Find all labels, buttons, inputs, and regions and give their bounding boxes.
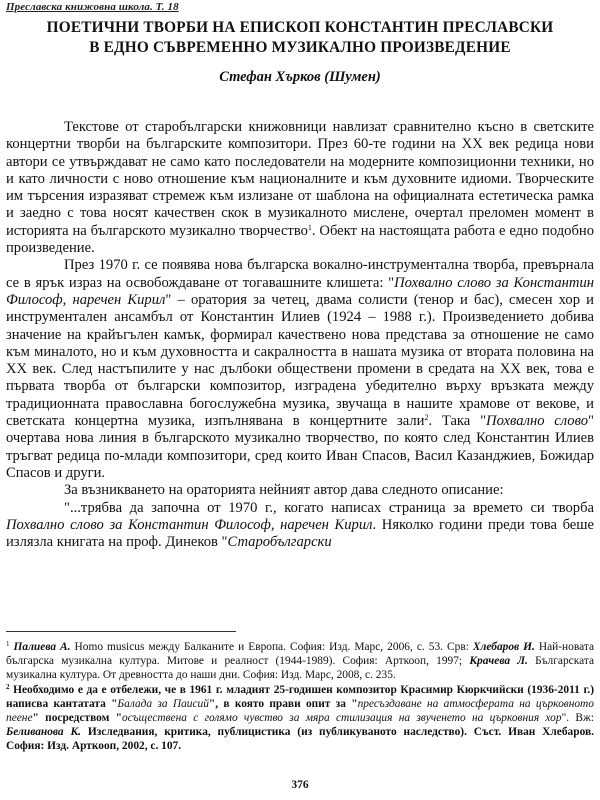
paragraph-2 (6, 257, 594, 482)
footnote-text: " посредством " (32, 712, 123, 725)
cited-author: Палиева А. (13, 641, 71, 653)
footnote-separator (6, 631, 236, 632)
paragraph-text: През 1970 г. се появява нова българска вокално-инструментална творба, превърнала се в ярък израз на освобождаване от тогавашните клишета: " (6, 257, 594, 291)
footnote-text: Homo musicus между Балканите и Европа. София: Изд. Марс, 2006, с. 53. Срв: (70, 641, 473, 653)
paragraph-1 (6, 119, 594, 257)
cited-author: Крачева Л. (469, 655, 528, 668)
paragraph-text: . Обект на настоящата работа е едно подобно произведение. (6, 222, 595, 257)
footnote-ref-2[interactable]: 2 (424, 413, 429, 423)
work-title-italic: Похвално слово за Константин Философ, наречен Кирил (6, 516, 373, 533)
paragraph-3: За възникването на ораторията нейният автор дава следното описание: (64, 482, 504, 499)
quoted-text-italic: пресъздаване на атмосферата на църковното пеене (6, 697, 594, 725)
footnote-text: Българската музикална култура. От древността до наши дни. София: Изд. Марс, 2008, с. 235. (6, 655, 595, 682)
footnotes (6, 640, 594, 754)
work-title-italic: Похвално слово за Константин Философ, наречен Кирил (6, 274, 594, 308)
cited-author: Хлебаров И. (472, 641, 535, 653)
footnote-2 (6, 683, 594, 754)
paragraph-text: . Така " (428, 413, 487, 430)
footnote-text: Необходимо е да е отбележи, че в 1961 г. младият 25-годишен композитор Красимир Кюркчийски (1936-2011 г.) написва кантатата " (6, 683, 594, 710)
quoted-title-italic: Балада за Паисий (117, 697, 209, 710)
paragraph-text: " очертава нова линия в българското музикално творчество, по която след Константин Илиев тръгват редица по-млади композитори, сред които Иван Спасов, Васил Казанджиев, Божидар Спасов и други. (6, 413, 595, 481)
paragraph-4-quote (6, 500, 594, 552)
running-head: Преславска книжовна школа. Т. 18 (6, 1, 179, 13)
footnote-text: Изследвания, критика, публицистика (из публикуваното наследство). Съст. Иван Хлебаров. София: Изд. Арткооп, 2002, с. 107. (6, 726, 594, 753)
footnote-text: ", в която прави опит за " (208, 697, 358, 710)
work-title-italic: Похвално слово (486, 413, 589, 430)
footnote-text: Най-новата българска музикална култура. Митове и реалност (1944-1989). София: Арткооп, 1997; (6, 641, 595, 668)
title-line-2: В ЕДНО СЪВРЕМЕННО МУЗИКАЛНО ПРОИЗВЕДЕНИЕ (89, 39, 511, 56)
article-title (6, 18, 594, 58)
paragraph-text: Текстове от старобългарски книжовници навлизат сравнително късно в светските концертни творби на българските композитори. През 60-те години на ХХ век редица нови автори се утвърждават не само като последователи на модерните композиционни техники, но и като личности с ново отношение към националните и към духовните идиоми. Творческите им търсения изразяват стремеж към излизане от шаблона на официалната естетическа рамка и заедно с това носят качествен скок в музикалното мислене, очертал преломен момент в историята на българското музикално творчество (6, 119, 594, 239)
paragraph-text: "...трябва да започна от 1970 г., когато написах страница за времето си творба (64, 499, 594, 516)
paragraph-text: . Няколко години преди това беше излязла книгата на проф. Динеков " (6, 516, 594, 551)
book-title-italic: Старобългарски (227, 534, 332, 551)
footnote-ref-1[interactable]: 1 (307, 222, 312, 232)
footnote-1 (6, 640, 594, 683)
page-number: 376 (291, 779, 309, 791)
article-body (6, 119, 594, 551)
author-byline: Стефан Хърков (Шумен) (219, 69, 381, 85)
footnote-number: 2 (6, 682, 10, 691)
footnote-number: 1 (6, 640, 10, 648)
paragraph-text: " – оратория за четец, двама солисти (тенор и бас), смесен хор и инструментален ансамбъл от Константин Илиев (1924 – 1988 г.). Произведението добива значение на крайъгълен камък, формирал качествено нова представа за отношение не само към миналото, но и към духовността и сакралността в нашата музика от втората половина на ХХ век. След настъпилите у нас дълбоки обществени промени в средата на ХХ век, това е първата творба от български композитор, изградена убедително върху връзката между традиционната православна богослужебна музика, звучаща в нашите храмове от векове, и светската концертна музика, изпълнявана в концертните зали (6, 291, 594, 430)
title-line-1: ПОЕТИЧНИ ТВОРБИ НА ЕПИСКОП КОНСТАНТИН ПРЕСЛАВСКИ (46, 19, 554, 36)
footnote-text: ". Вж: (561, 712, 594, 725)
cited-author: Беливанова К. (6, 726, 82, 739)
quoted-text-italic: осъществена с голямо чувство за мяра стилизация на звученето на църковния хор (122, 712, 562, 725)
